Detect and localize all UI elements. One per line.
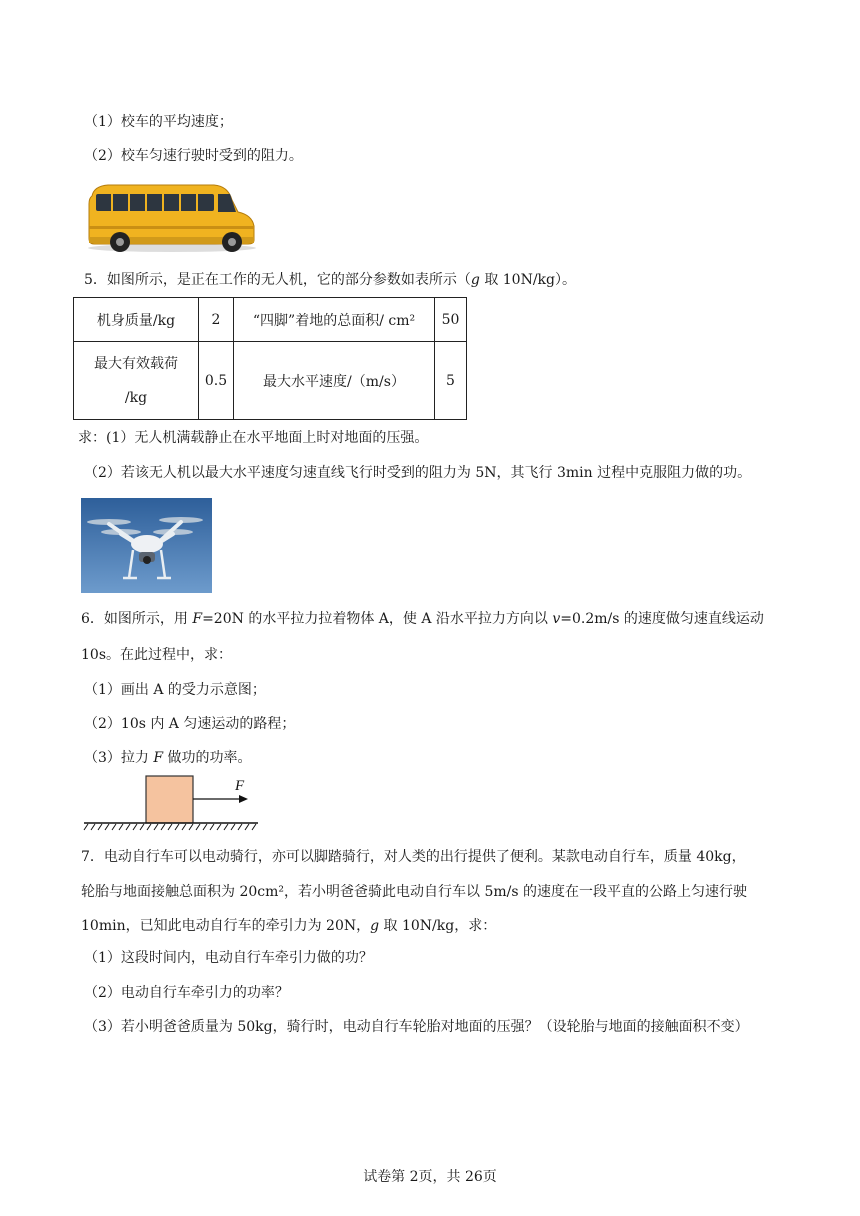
table-cell: 2: [199, 298, 234, 342]
page-footer: 试卷第 2页，共 26页: [363, 1169, 497, 1185]
question-6-part-1: （1）画出 A 的受力示意图；: [84, 682, 266, 698]
drone-parameter-table: [73, 297, 467, 420]
table-cell: “四脚”着地的总面积/ cm²: [234, 298, 435, 342]
table-row: [74, 298, 467, 342]
school-bus-image: [86, 182, 258, 254]
block-force-figure: [82, 772, 262, 834]
table-cell: 最大水平速度/（m/s）: [234, 342, 435, 420]
question-5-ask-2: （2）若该无人机以最大水平速度匀速直线飞行时受到的阻力为 5N，其飞行 3min 过程中克服阻力做的功。: [84, 465, 752, 481]
block-a: [146, 776, 193, 823]
question-5-stem: 5．如图所示，是正在工作的无人机，它的部分参数如表所示（g 取 10N/kg）。: [84, 272, 577, 288]
table-cell: [74, 342, 199, 420]
question-7-part-2: （2）电动自行车牵引力的功率？: [84, 985, 289, 1001]
question-7-stem-line-3: 10min，已知此电动自行车的牵引力为 20N，g 取 10N/kg，求：: [81, 918, 497, 934]
question-7-part-1: （1）这段时间内，电动自行车牵引力做的功？: [84, 950, 373, 966]
cell-text-line-2: /kg: [124, 389, 148, 406]
cell-text-line-1: 最大有效载荷: [94, 355, 178, 372]
question-4-part-2: （2）校车匀速行驶时受到的阻力。: [84, 148, 303, 164]
question-6-part-3: （3）拉力 F 做功的功率。: [84, 750, 252, 766]
table-cell: 50: [435, 298, 467, 342]
question-7-part-3: （3）若小明爸爸质量为 50kg，骑行时，电动自行车轮胎对地面的压强？（设轮胎与地面的接触面积不变）: [84, 1019, 749, 1035]
question-6-stem-line-2: 10s。在此过程中，求：: [81, 647, 232, 663]
question-7-stem-line-1: 7．电动自行车可以电动骑行，亦可以脚踏骑行，对人类的出行提供了便利。某款电动自行车，质量 40kg，: [81, 849, 746, 865]
table-cell: 机身质量/kg: [74, 298, 199, 342]
table-cell: 5: [435, 342, 467, 420]
question-6-part-2: （2）10s 内 A 匀速运动的路程；: [84, 716, 296, 732]
question-7-stem-line-2: 轮胎与地面接触总面积为 20cm²，若小明爸爸骑此电动自行车以 5m/s 的速度在一段平直的公路上匀速行驶: [81, 884, 747, 900]
table-cell: 0.5: [199, 342, 234, 420]
table-row: [74, 342, 467, 420]
force-label: F: [235, 778, 245, 794]
drone-image: [81, 498, 212, 593]
question-6-stem-line-1: 6．如图所示，用 F=20N 的水平拉力拉着物体 A，使 A 沿水平拉力方向以 v=0.2m/s 的速度做匀速直线运动: [81, 611, 764, 627]
question-4-part-1: （1）校车的平均速度；: [84, 114, 233, 130]
question-5-ask-1: 求：(1）无人机满载静止在水平地面上时对地面的压强。: [78, 430, 429, 446]
